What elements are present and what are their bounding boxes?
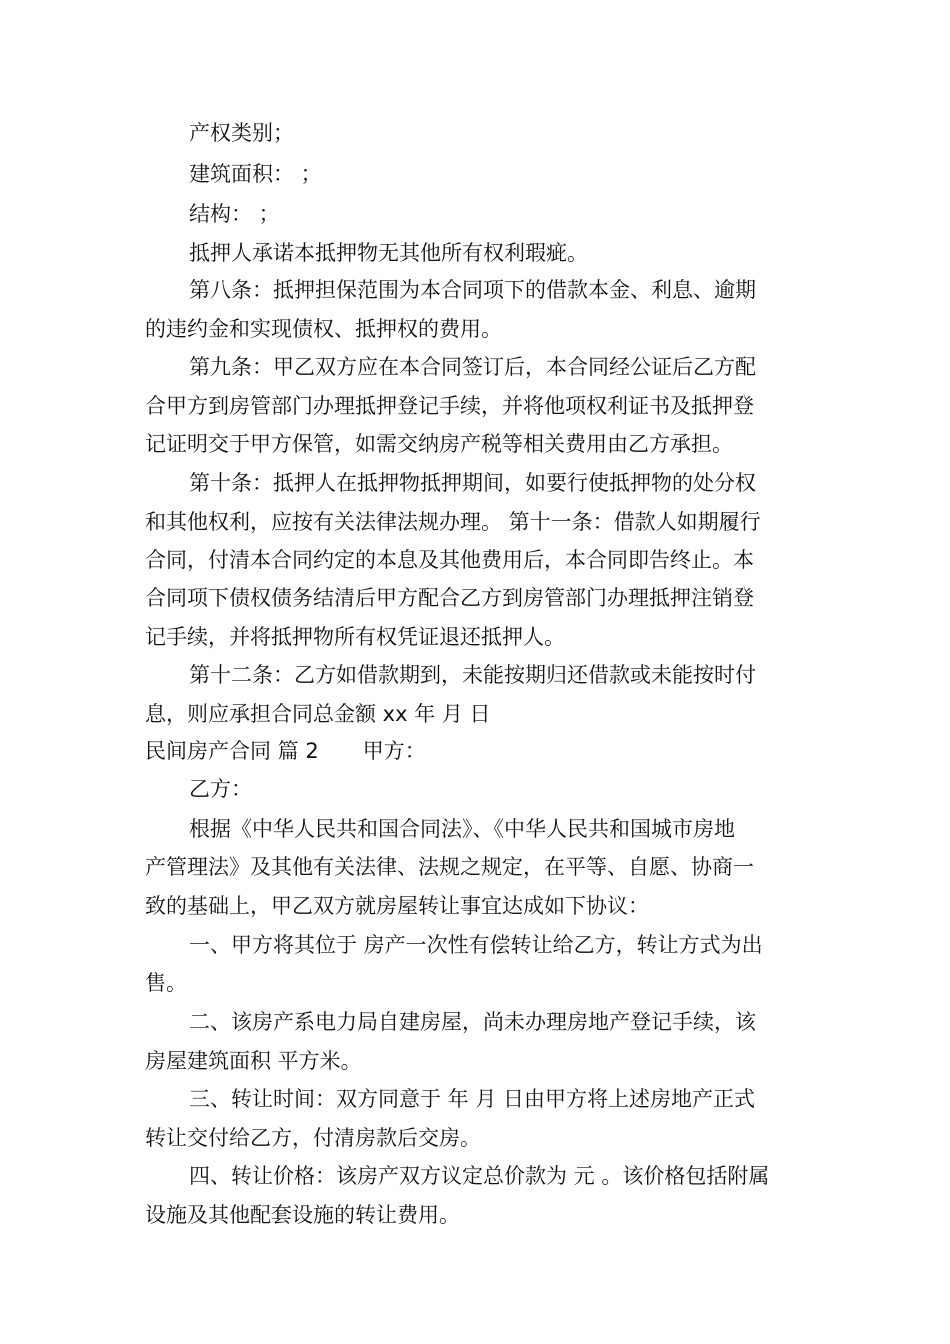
property-type-line: 产权类别； (189, 121, 294, 145)
party-a-label: 甲方： (362, 739, 426, 763)
building-area-line: 建筑面积： ； (189, 162, 322, 186)
article-9-line-1: 第九条：甲乙双方应在本合同签订后，本合同经公证后乙方配 (189, 355, 756, 379)
clause-2-line-2: 房屋建筑面积 平方米。 (145, 1049, 362, 1073)
clause-3-line-1: 三、转让时间：双方同意于 年 月 日由甲方将上述房地产正式 (189, 1087, 756, 1111)
article-9-line-3: 记证明交于甲方保管，如需交纳房产税等相关费用由乙方承担。 (145, 432, 733, 456)
article-10-line-2: 和其他权利，应按有关法律法规办理。 第十一条：借款人如期履行 (145, 510, 761, 534)
article-11-line-1: 合同，付清本合同约定的本息及其他费用后，本合同即告终止。本 (145, 548, 754, 572)
preamble-line-2: 产管理法》及其他有关法律、法规之规定，在平等、自愿、协商一 (145, 855, 754, 879)
section-heading: 民间房产合同 篇 2 (145, 739, 319, 763)
preamble-line-3: 致的基础上，甲乙双方就房屋转让事宜达成如下协议： (145, 894, 649, 918)
article-12-line-2: 息，则应承担合同总金额 xx 年 月 日 (145, 702, 491, 726)
clause-2-line-1: 二、该房产系电力局自建房屋，尚未办理房地产登记手续，该 (189, 1010, 756, 1034)
article-8-line-1: 第八条：抵押担保范围为本合同项下的借款本金、利息、逾期 (189, 278, 756, 302)
article-10-line-1: 第十条：抵押人在抵押物抵押期间，如要行使抵押物的处分权 (189, 471, 756, 495)
clause-4-line-2: 设施及其他配套设施的转让费用。 (145, 1203, 460, 1227)
mortgagor-promise-line: 抵押人承诺本抵押物无其他所有权利瑕疵。 (189, 241, 588, 265)
article-9-line-2: 合甲方到房管部门办理抵押登记手续，并将他项权利证书及抵押登 (145, 394, 754, 418)
preamble-line-1: 根据《中华人民共和国合同法》、《中华人民共和国城市房地 (189, 817, 735, 841)
clause-4-line-1: 四、转让价格：该房产双方议定总价款为 元 。该价格包括附属 (189, 1164, 770, 1188)
party-b-label: 乙方： (189, 777, 252, 801)
clause-1-line-2: 售。 (145, 971, 187, 995)
article-8-line-2: 的违约金和实现债权、抵押权的费用。 (145, 317, 502, 341)
article-11-line-2: 合同项下债权债务结清后甲方配合乙方到房管部门办理抵押注销登 (145, 586, 754, 610)
clause-1-line-1: 一、甲方将其位于 房产一次性有偿转让给乙方，转让方式为出 (189, 933, 763, 957)
structure-line: 结构： ； (189, 202, 280, 226)
article-12-line-1: 第十二条：乙方如借款期到，未能按期归还借款或未能按时付 (189, 663, 756, 687)
clause-3-line-2: 转让交付给乙方，付清房款后交房。 (145, 1126, 481, 1150)
article-11-line-3: 记手续，并将抵押物所有权凭证退还抵押人。 (145, 625, 565, 649)
section-heading-line (145, 737, 426, 765)
